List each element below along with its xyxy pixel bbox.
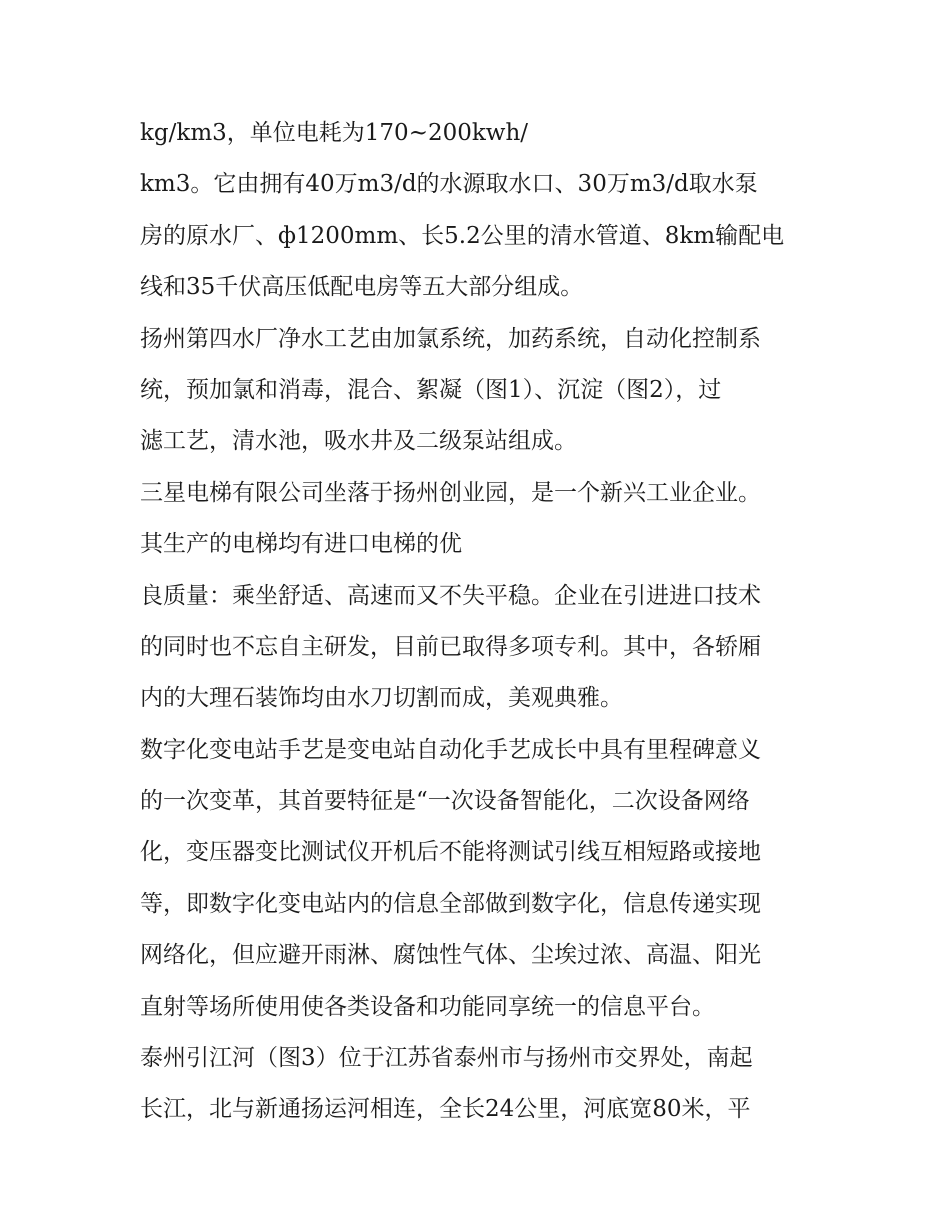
text-line: 线和35千伏高压低配电房等五大部分组成。 (140, 274, 584, 301)
text-line: 良质量：乘坐舒适、高速而又不失平稳。企业在引进进口技术 (140, 582, 761, 609)
text-line: 扬州第四水厂净水工艺由加氯系统，加药系统，自动化控制系 (140, 325, 761, 352)
text-line: 化，变压器变比测试仪开机后不能将测试引线互相短路或接地 (140, 839, 761, 866)
text-line: 直射等场所使用使各类设备和功能同享统一的信息平台。 (140, 993, 715, 1020)
body-text (140, 108, 820, 1136)
text-line: 等，即数字化变电站内的信息全部做到数字化，信息传递实现 (140, 890, 761, 917)
text-line: 内的大理石装饰均由水刀切割而成，美观典雅。 (140, 685, 623, 712)
text-line: 统，预加氯和消毒，混合、絮凝（图1）、沉淀（图2），过 (140, 376, 722, 403)
text-line: 泰州引江河（图3）位于江苏省泰州市与扬州市交界处，南起 (140, 1045, 753, 1072)
text-line: 滤工艺，清水池，吸水井及二级泵站组成。 (140, 428, 577, 455)
text-line: 的一次变革，其首要特征是“一次设备智能化，二次设备网络 (140, 788, 750, 815)
text-line: 的同时也不忘自主研发，目前已取得多项专利。其中，各轿厢 (140, 633, 761, 660)
text-line: 三星电梯有限公司坐落于扬州创业园，是一个新兴工业企业。 (140, 479, 761, 506)
text-line: 数字化变电站手艺是变电站自动化手艺成长中具有里程碑意义 (140, 736, 761, 763)
text-line: 房的原水厂、ф1200mm、长5.2公里的清水管道、8km输配电 (140, 222, 785, 249)
text-line: 长江，北与新通扬运河相连，全长24公里，河底宽80米，平 (140, 1096, 751, 1123)
text-line: kg/km3，单位电耗为170~200kwh/ (140, 120, 529, 146)
text-line: 其生产的电梯均有进口电梯的优 (140, 531, 462, 558)
text-line: 网络化，但应避开雨淋、腐蚀性气体、尘埃过浓、高温、阳光 (140, 942, 761, 969)
text-line: km3。它由拥有40万m3/d的水源取水口、30万m3/d取水泵 (140, 171, 758, 198)
